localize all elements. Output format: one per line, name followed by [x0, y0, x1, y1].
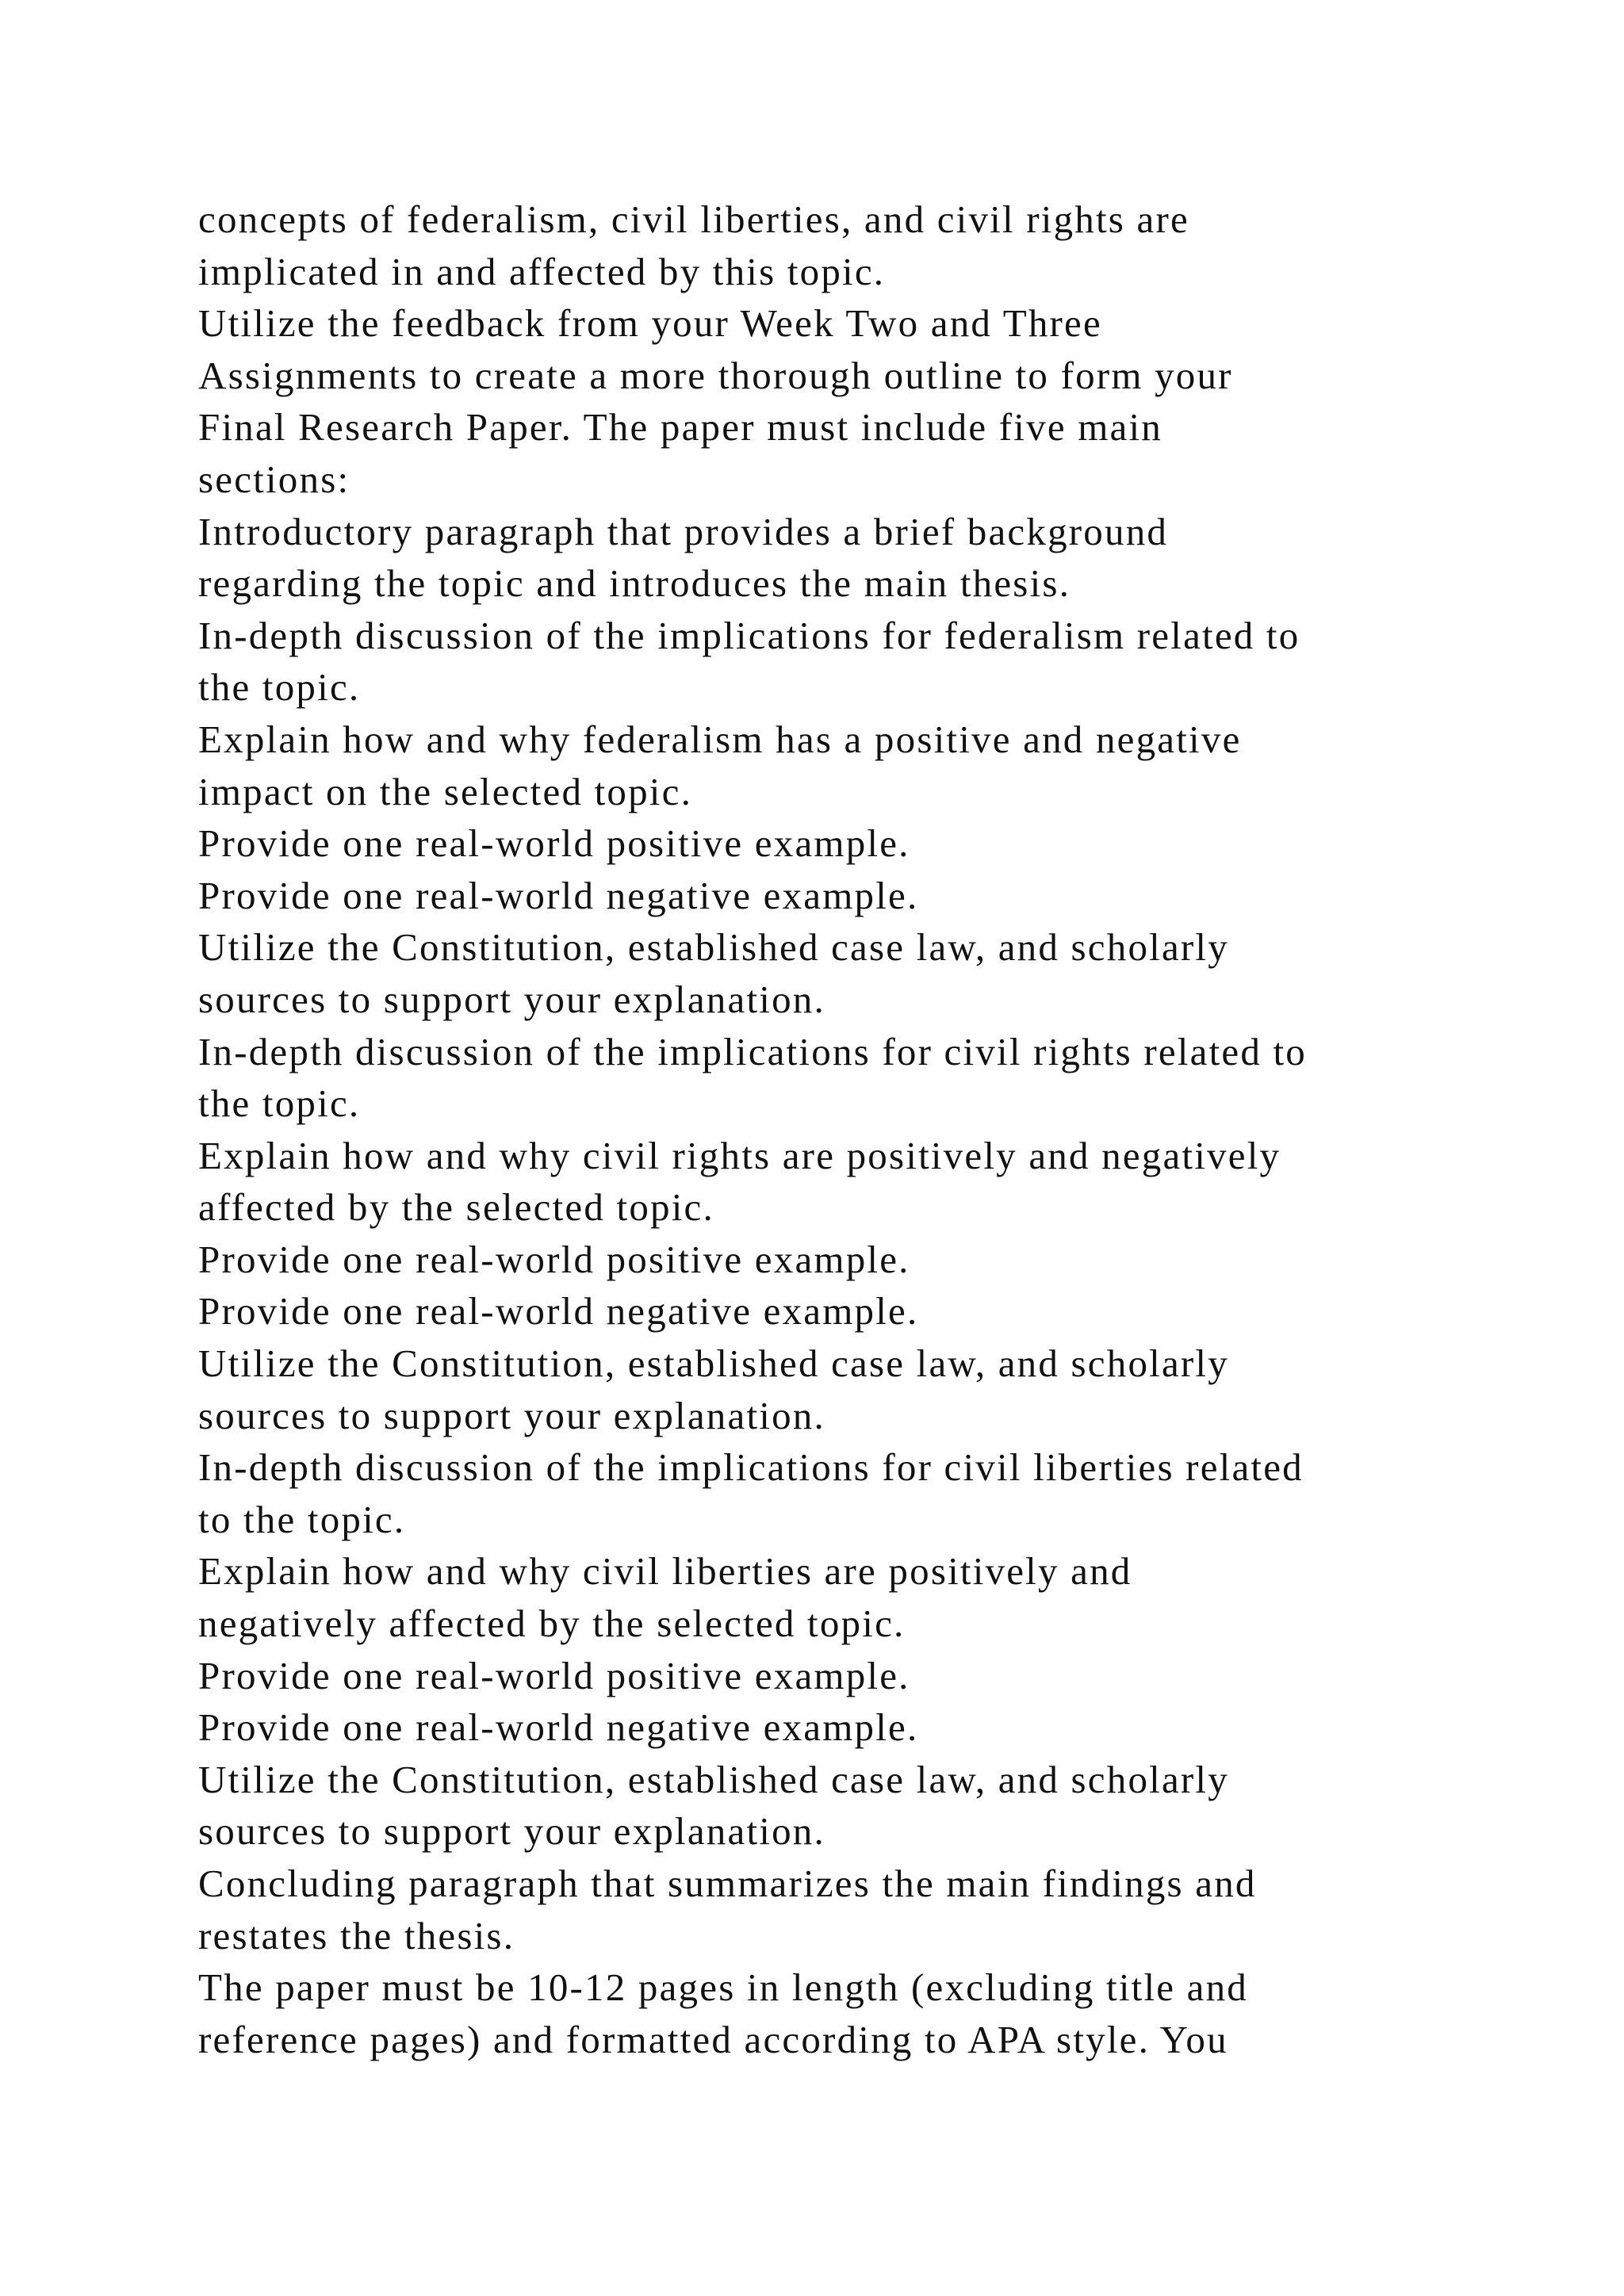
text-line: reference pages) and formatted according to APA style. You [198, 2017, 1228, 2061]
text-line: negatively affected by the selected topic. [198, 1601, 906, 1646]
text-line: Utilize the Constitution, established case law, and scholarly [198, 1341, 1229, 1386]
text-line: implicated in and affected by this topic. [198, 249, 886, 293]
text-line: Final Research Paper. The paper must include five main [198, 405, 1162, 450]
text-line: Explain how and why civil liberties are positively and [198, 1549, 1132, 1594]
text-line: Provide one real-world positive example. [198, 1237, 910, 1281]
text-line: regarding the topic and introduces the main thesis. [198, 561, 1071, 606]
text-line: In-depth discussion of the implications for civil liberties related [198, 1445, 1304, 1490]
text-line: the topic. [198, 1081, 361, 1126]
text-line: Assignments to create a more thorough outline to form your [198, 353, 1233, 397]
text-line: sources to support your explanation. [198, 977, 825, 1021]
text-line: impact on the selected topic. [198, 769, 693, 813]
text-line: concepts of federalism, civil liberties, and civil rights are [198, 197, 1189, 241]
text-line: Utilize the Constitution, established case law, and scholarly [198, 1757, 1229, 1801]
text-line: Explain how and why civil rights are positively and negatively [198, 1133, 1281, 1177]
text-line: restates the thesis. [198, 1913, 515, 1957]
text-line: Utilize the feedback from your Week Two and Three [198, 301, 1102, 346]
text-line: Provide one real-world positive example. [198, 1653, 910, 1697]
text-line: Introductory paragraph that provides a brief background [198, 509, 1169, 553]
text-line: the topic. [198, 665, 361, 710]
text-line: Concluding paragraph that summarizes the main findings and [198, 1862, 1257, 1905]
text-line: The paper must be 10-12 pages in length (excluding title and [198, 1965, 1249, 2010]
document-body [198, 193, 1499, 2065]
text-line: Explain how and why federalism has a positive and negative [198, 717, 1242, 761]
text-line: In-depth discussion of the implications for federalism related to [198, 613, 1300, 657]
text-line: Provide one real-world positive example. [198, 821, 910, 866]
text-line: Provide one real-world negative example. [198, 873, 919, 917]
text-line: Utilize the Constitution, established case law, and scholarly [198, 925, 1229, 970]
text-line: sections: [198, 457, 350, 501]
text-line: sources to support your explanation. [198, 1809, 825, 1854]
text-line: Provide one real-world negative example. [198, 1705, 919, 1750]
text-line: Provide one real-world negative example. [198, 1289, 919, 1334]
text-line: to the topic. [198, 1497, 406, 1541]
text-line: sources to support your explanation. [198, 1393, 825, 1437]
text-line: affected by the selected topic. [198, 1185, 714, 1230]
text-line: In-depth discussion of the implications for civil rights related to [198, 1029, 1308, 1073]
